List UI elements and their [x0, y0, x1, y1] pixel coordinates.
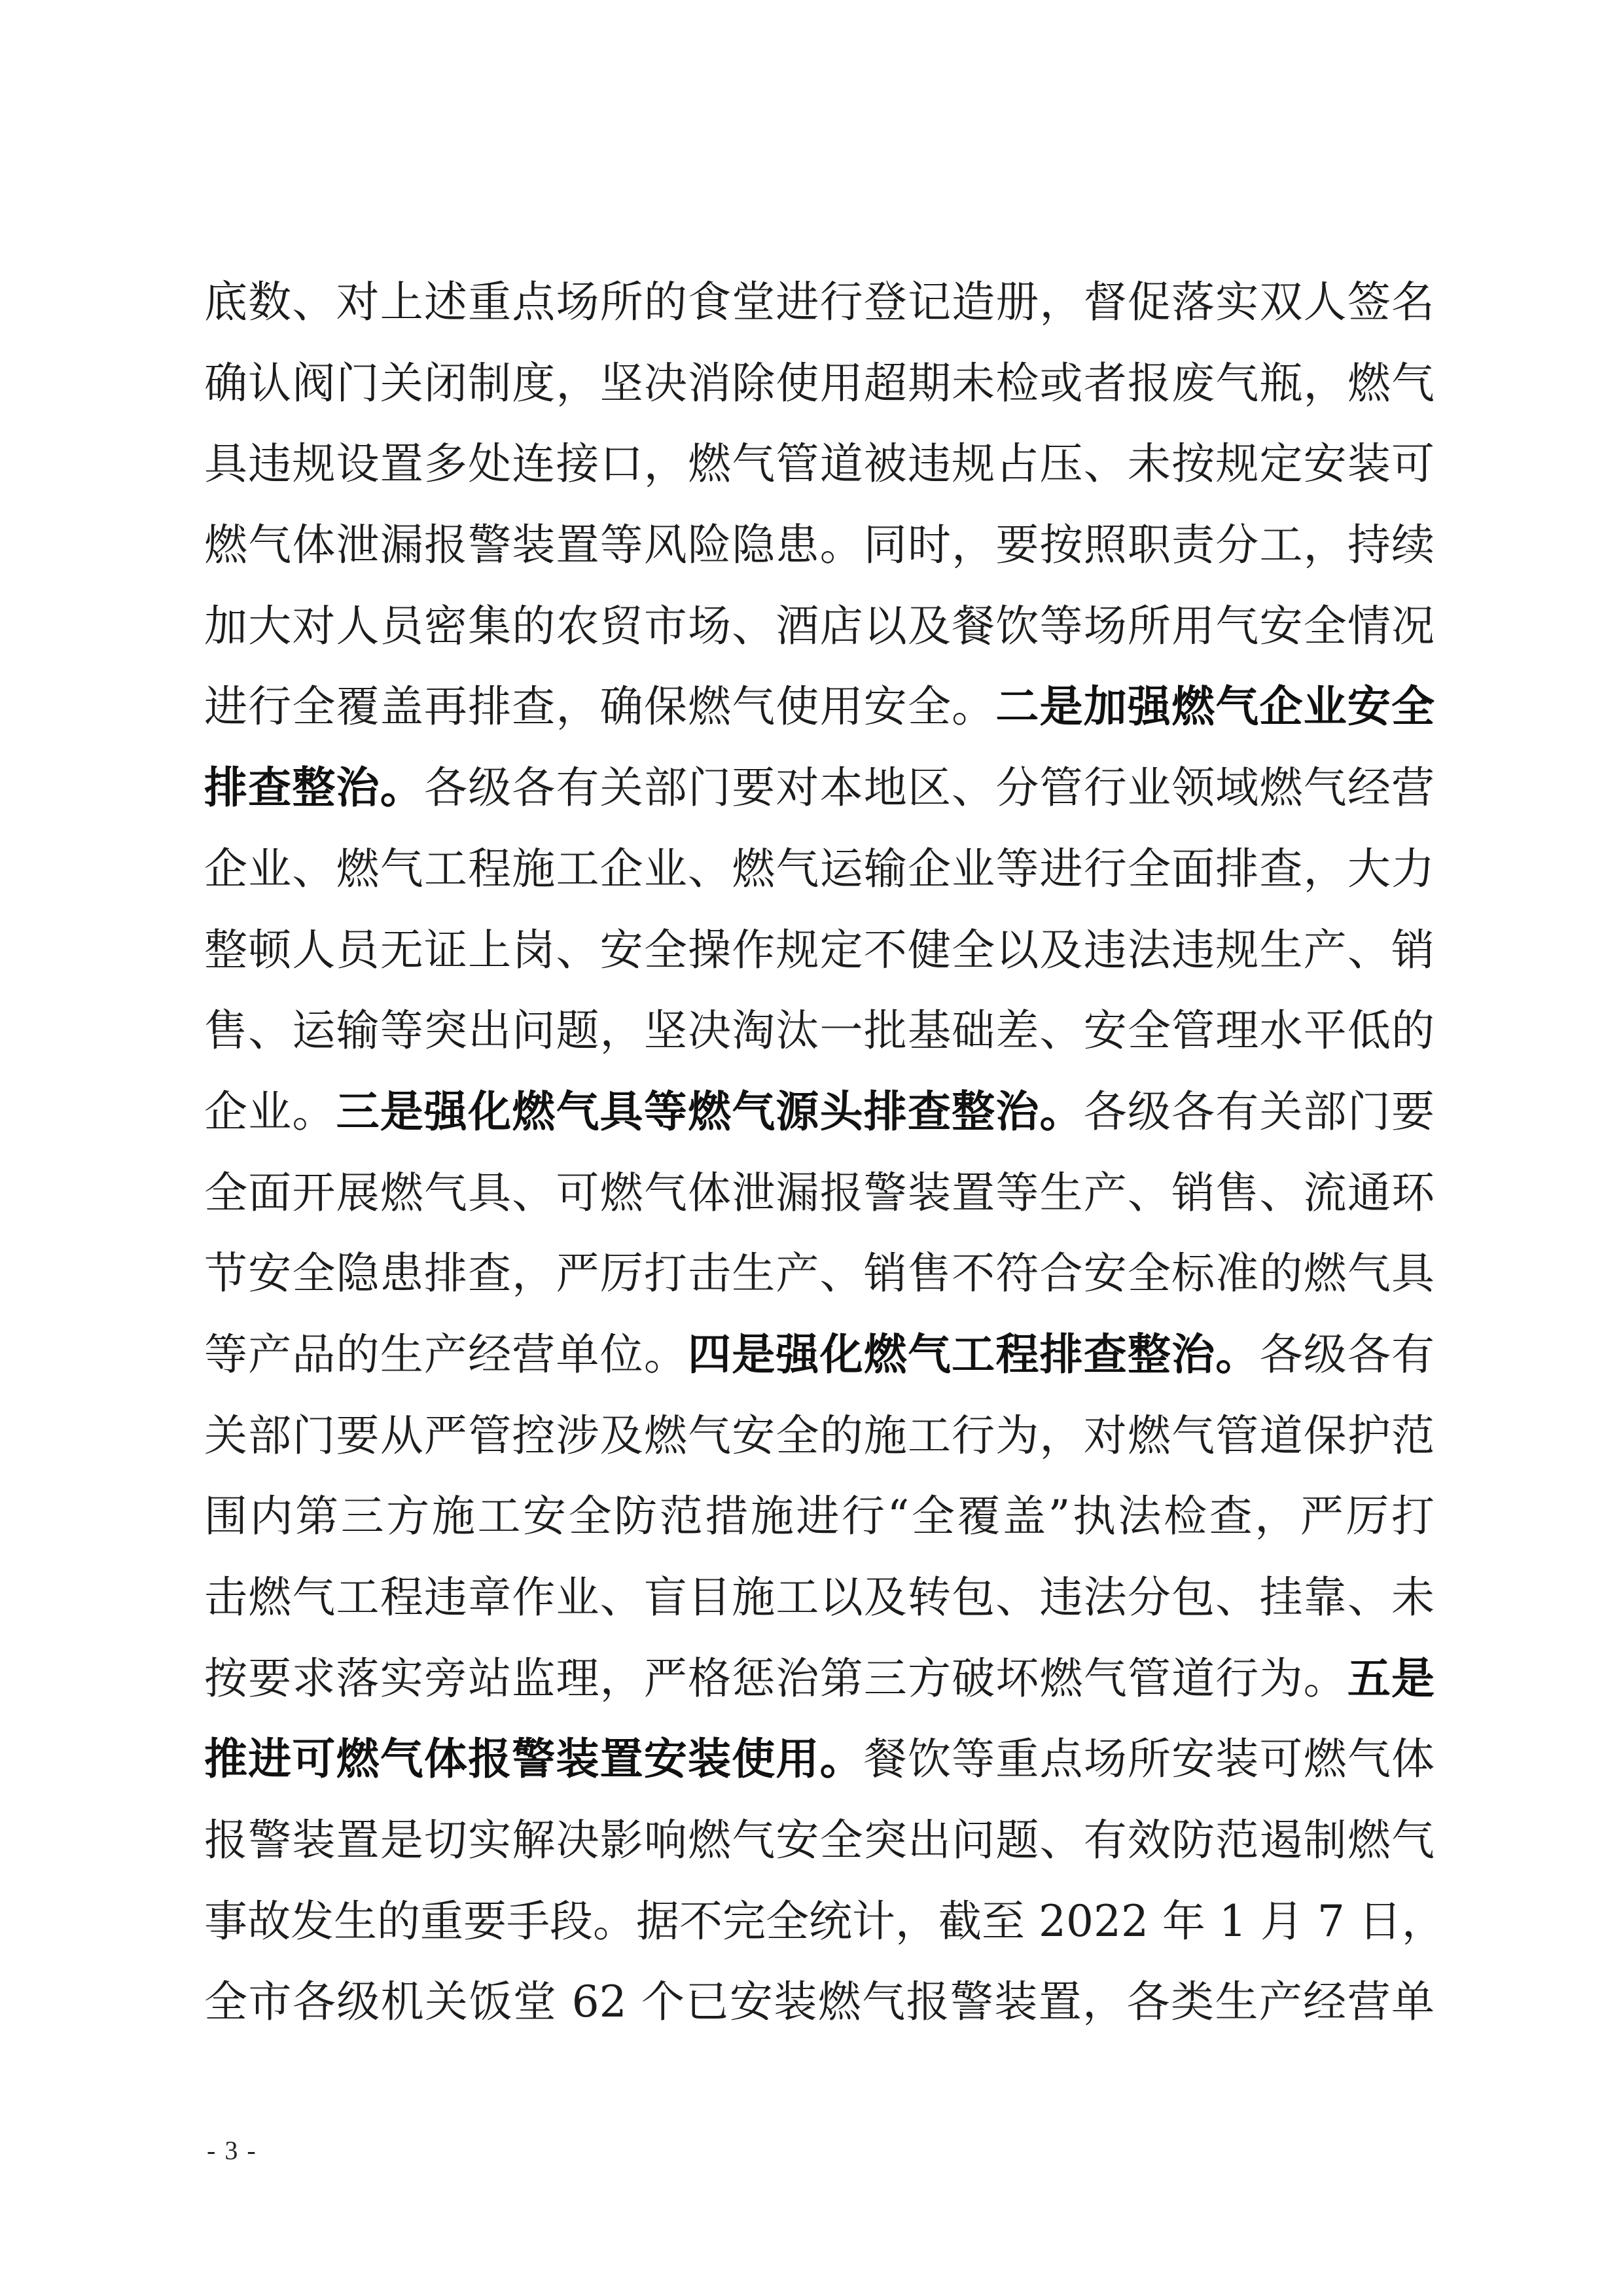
text-segment: 关部门要从严管控涉及燃气安全的施工行为，对燃气管道保护范	[204, 1410, 1435, 1461]
bold-text-segment: 五是	[1347, 1652, 1435, 1704]
text-line	[204, 990, 1435, 1071]
text-line	[204, 1476, 1435, 1557]
text-segment: 各级各有	[1259, 1329, 1435, 1380]
text-segment: 等产品的生产经营单位。	[204, 1329, 688, 1380]
text-segment: 事故发生的重要手段。据不完全统计，截至 2022 年 1 月 7 日，	[204, 1895, 1445, 1946]
text-line	[204, 1153, 1435, 1234]
text-segment: 企业、燃气工程施工企业、燃气运输企业等进行全面排查，大力	[204, 843, 1435, 894]
text-segment: 全市各级机关饭堂 62 个已安装燃气报警装置，各类生产经营单	[204, 1977, 1435, 2028]
text-line	[204, 1638, 1435, 1719]
text-line	[204, 1395, 1435, 1477]
text-segment: 底数、对上述重点场所的食堂进行登记造册，督促落实双人签名	[204, 277, 1435, 327]
text-segment: 进行全覆盖再排查，确保燃气使用安全。	[204, 681, 996, 732]
bold-text-segment: 排查整治。	[204, 762, 424, 814]
text-segment: 各级各有关部门要	[1083, 1086, 1435, 1137]
text-segment: 售、运输等突出问题，坚决淘汰一批基础差、安全管理水平低的	[204, 1005, 1435, 1056]
text-line	[204, 423, 1435, 505]
bold-text-segment: 二是加强燃气企业安全	[995, 681, 1435, 732]
text-segment: 具违规设置多处连接口，燃气管道被违规占压、未按规定安装可	[204, 439, 1435, 490]
text-segment: 节安全隐患排查，严厉打击生产、销售不符合安全标准的燃气具	[204, 1248, 1435, 1299]
text-segment: 燃气体泄漏报警装置等风险隐患。同时，要按照职责分工，持续	[204, 520, 1435, 571]
text-segment: 企业。	[204, 1086, 336, 1137]
text-line	[204, 1557, 1435, 1638]
text-segment: 按要求落实旁站监理，严格惩治第三方破坏燃气管道行为。	[204, 1653, 1347, 1704]
text-line	[204, 1881, 1445, 1962]
text-line	[204, 1962, 1435, 2043]
text-line	[204, 505, 1435, 586]
page-number: - 3 -	[207, 2136, 257, 2165]
text-segment: 餐饮等重点场所安装可燃气体	[863, 1734, 1435, 1785]
text-line	[204, 829, 1435, 910]
text-segment: 围内第三方施工安全防范措施进行“全覆盖”执法检查，严厉打	[204, 1491, 1435, 1542]
text-segment: 确认阀门关闭制度，坚决消除使用超期未检或者报废气瓶，燃气	[204, 357, 1435, 408]
text-line	[204, 1071, 1435, 1153]
text-line	[204, 586, 1435, 667]
text-line	[204, 910, 1435, 991]
text-segment: 各级各有关部门要对本地区、分管行业领域燃气经营	[423, 762, 1435, 814]
text-segment: 整顿人员无证上岗、安全操作规定不健全以及违法违规生产、销	[204, 924, 1435, 975]
text-line	[204, 1719, 1435, 1800]
body-text	[204, 262, 1445, 2043]
text-line	[204, 666, 1435, 747]
bold-text-segment: 推进可燃气体报警装置安装使用。	[204, 1733, 864, 1785]
bold-text-segment: 三是强化燃气具等燃气源头排查整治。	[336, 1085, 1084, 1137]
text-line	[204, 262, 1435, 343]
text-line	[204, 747, 1435, 829]
text-line	[204, 1314, 1435, 1395]
text-segment: 全面开展燃气具、可燃气体泄漏报警装置等生产、销售、流通环	[204, 1167, 1435, 1218]
text-line	[204, 1233, 1435, 1314]
text-segment: 击燃气工程违章作业、盲目施工以及转包、违法分包、挂靠、未	[204, 1572, 1435, 1623]
text-segment: 加大对人员密集的农贸市场、酒店以及餐饮等场所用气安全情况	[204, 600, 1435, 651]
bold-text-segment: 四是强化燃气工程排查整治。	[688, 1328, 1260, 1380]
text-line	[204, 1800, 1435, 1881]
text-line	[204, 343, 1435, 424]
text-segment: 报警装置是切实解决影响燃气安全突出问题、有效防范遏制燃气	[204, 1815, 1435, 1866]
